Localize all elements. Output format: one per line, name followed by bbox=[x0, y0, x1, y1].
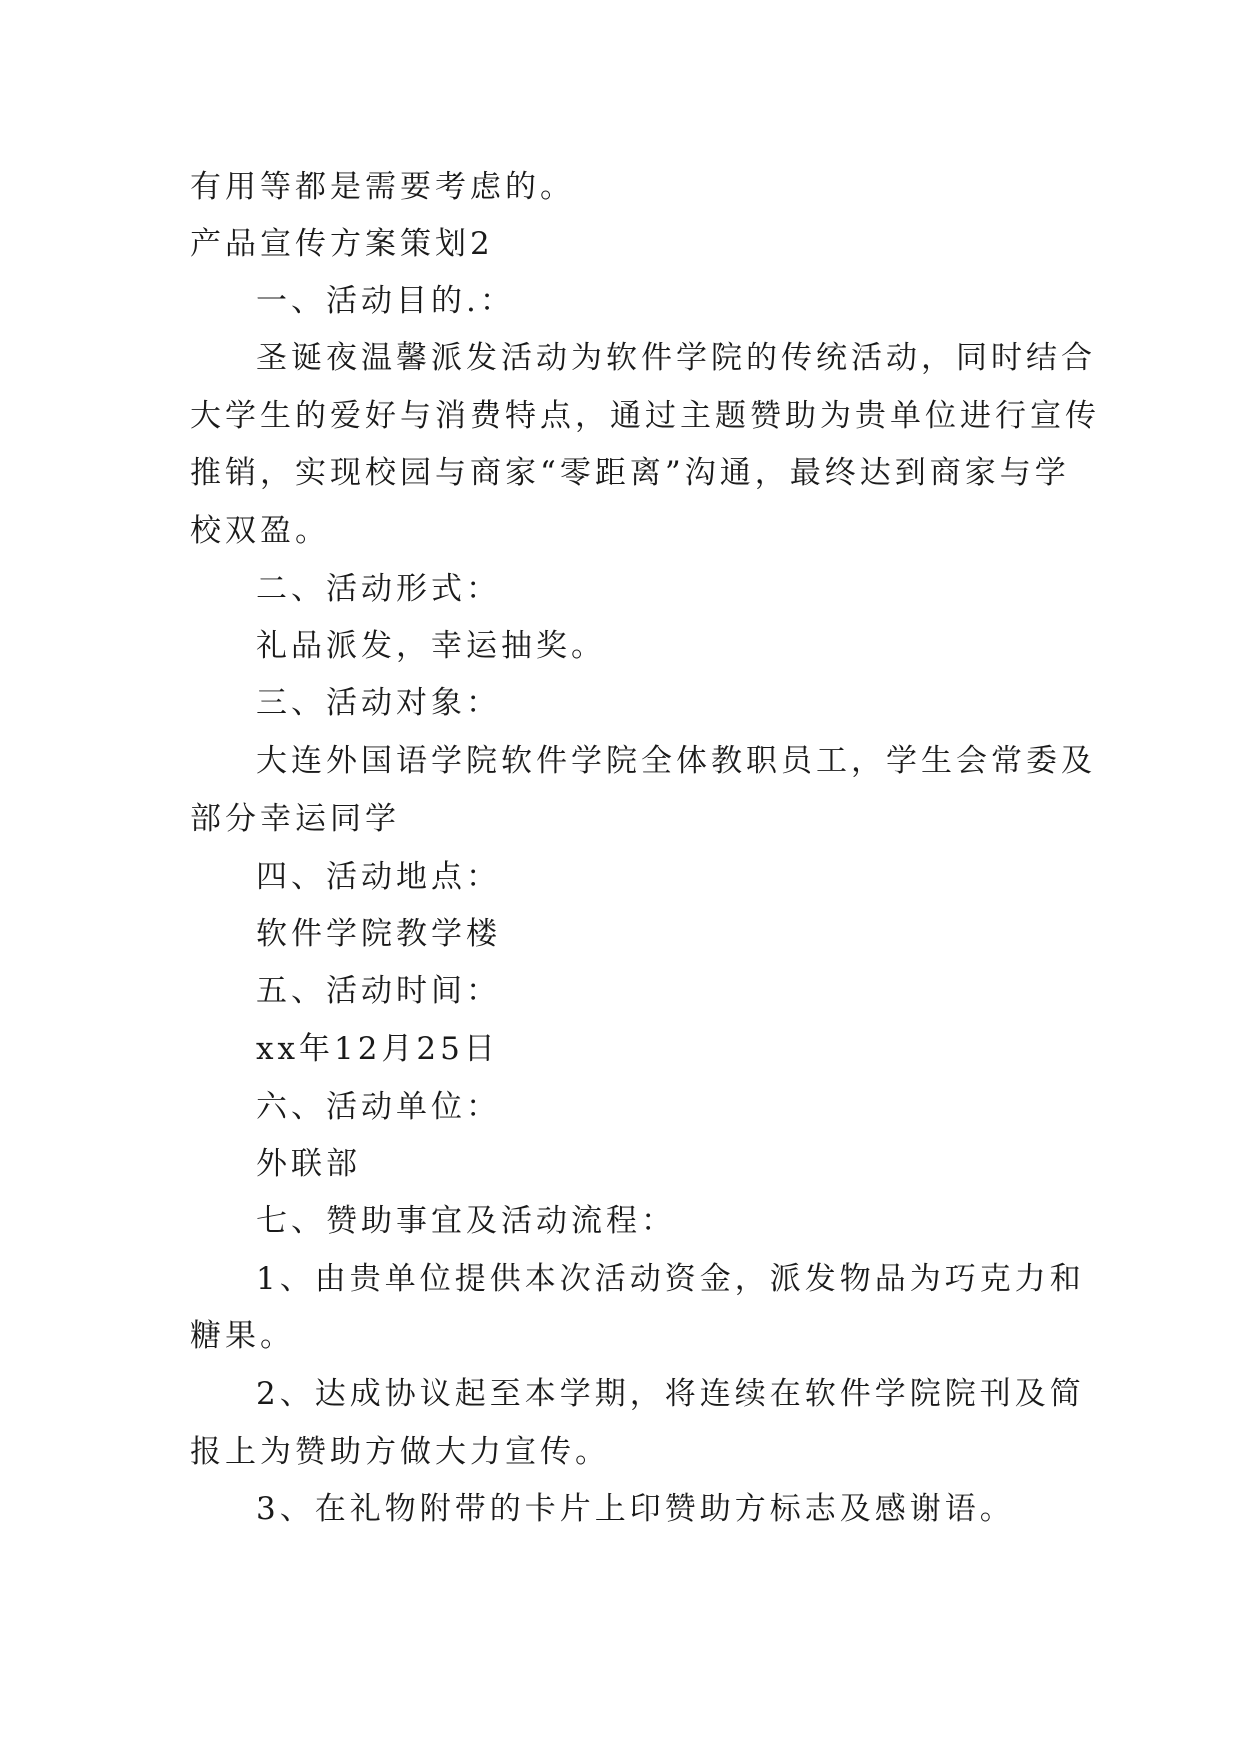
text-line: 糖果。 bbox=[190, 1318, 295, 1354]
text-line: 礼品派发，幸运抽奖。 bbox=[256, 628, 606, 664]
text-line: 部分幸运同学 bbox=[190, 801, 400, 837]
heading-activity-form: 二、活动形式： bbox=[256, 571, 501, 607]
heading-activity-unit: 六、活动单位： bbox=[256, 1089, 501, 1125]
text-line: 软件学院教学楼 bbox=[256, 916, 501, 952]
heading-activity-time: 五、活动时间： bbox=[256, 973, 501, 1009]
text-line: xx年12月25日 bbox=[256, 1031, 499, 1067]
heading-activity-target: 三、活动对象： bbox=[256, 685, 501, 721]
text-line: 2、达成协议起至本学期，将连续在软件学院院刊及简 bbox=[256, 1376, 1085, 1412]
text-line: 有用等都是需要考虑的。 bbox=[190, 169, 575, 205]
text-line: 推销，实现校园与商家“零距离”沟通，最终达到商家与学 bbox=[190, 455, 1070, 491]
section-title: 产品宣传方案策划2 bbox=[190, 226, 494, 262]
heading-activity-location: 四、活动地点： bbox=[256, 859, 501, 895]
text-line: 外联部 bbox=[256, 1146, 361, 1182]
text-line: 3、在礼物附带的卡片上印赞助方标志及感谢语。 bbox=[256, 1491, 1015, 1527]
heading-activity-purpose: 一、活动目的.： bbox=[256, 283, 515, 319]
text-line: 校双盈。 bbox=[190, 513, 330, 549]
text-line: 报上为赞助方做大力宣传。 bbox=[190, 1434, 610, 1470]
text-line: 圣诞夜温馨派发活动为软件学院的传统活动，同时结合 bbox=[256, 340, 1096, 376]
text-line: 大学生的爱好与消费特点，通过主题赞助为贵单位进行宣传 bbox=[190, 398, 1100, 434]
text-line: 1、由贵单位提供本次活动资金，派发物品为巧克力和 bbox=[256, 1261, 1085, 1297]
text-line: 大连外国语学院软件学院全体教职员工，学生会常委及 bbox=[256, 743, 1096, 779]
heading-sponsorship: 七、赞助事宜及活动流程： bbox=[256, 1203, 676, 1239]
